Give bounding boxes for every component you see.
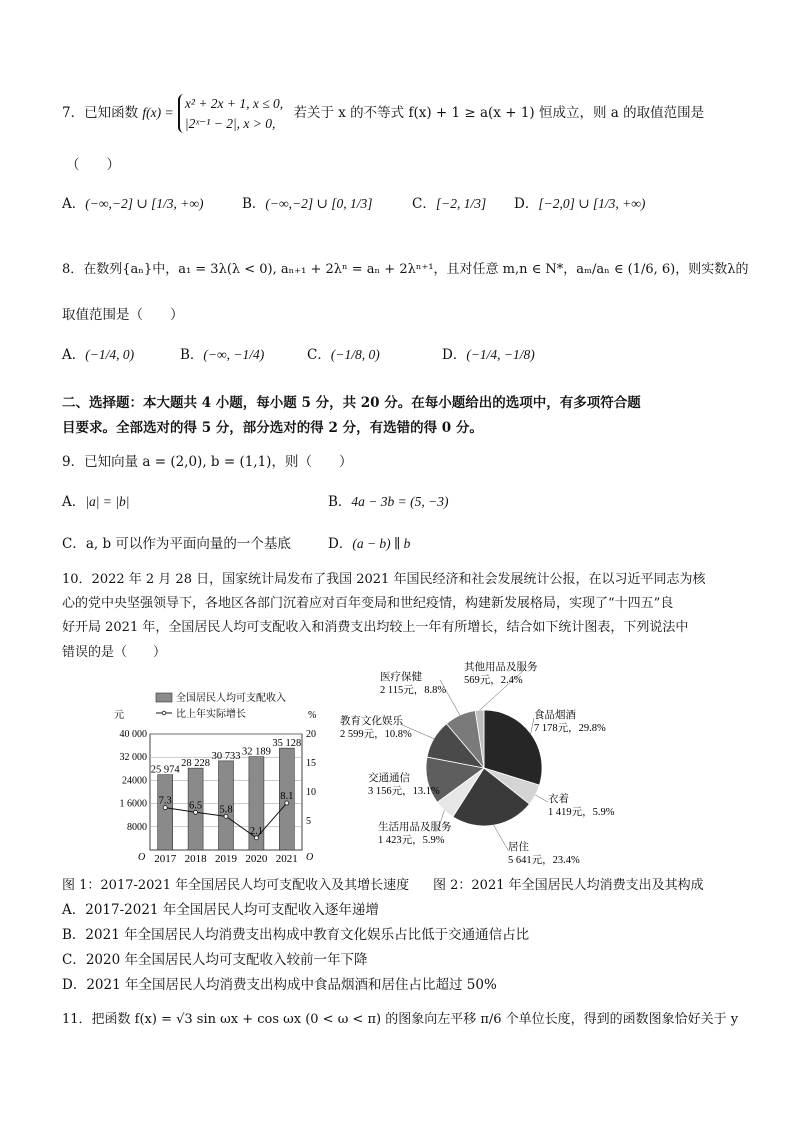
y-left-tick: 8000 [127, 821, 147, 833]
q10-option-a[interactable]: A．2017-2021 年全国居民人均可支配收入逐年递增 [62, 902, 379, 918]
pie-slice-name: 其他用品及服务 [464, 662, 538, 673]
growth-label: 2.1 [249, 825, 263, 837]
q7-paren: （ ） [66, 157, 120, 173]
growth-label: 5.8 [219, 804, 233, 816]
section2-line1: 二、选择题：本大题共 4 小题，每小题 5 分，共 20 分。在每小题给出的选项中，有多项符合题 [62, 395, 641, 411]
q9-stem: 9．已知向量 a = (2,0), b = (1,1)，则（ ） [62, 454, 353, 470]
income-bar-label: 32 189 [241, 746, 271, 758]
y-right-unit: % [308, 710, 317, 721]
pie-slice-name: 居住 [508, 842, 529, 853]
origin-right: O [306, 852, 314, 863]
q8-option-a[interactable]: A．(−1/4, 0) [62, 347, 135, 363]
figure1-caption: 图 1：2017-2021 年全国居民人均可支配收入及其增长速度 [62, 878, 410, 893]
y-left-unit: 元 [114, 710, 124, 721]
y-right-tick: 20 [306, 729, 316, 740]
pie-slice-value: 2 599元，10.8% [340, 729, 412, 740]
income-chart [108, 690, 328, 870]
q9-option-d[interactable]: D．(a − b) ∥ b [328, 536, 411, 552]
pie-slice-value: 5 641元，23.4% [508, 855, 580, 866]
section2-line2: 目要求。全部选对的得 5 分，部分选对的得 2 分，有选错的得 0 分。 [62, 420, 483, 436]
q7-option-d[interactable]: D．[−2,0] ∪ [1/3, +∞) [514, 196, 646, 212]
q10-option-c[interactable]: C．2020 年全国居民人均可支配收入较前一年下降 [62, 952, 368, 968]
q11-stem: 11．把函数 f(x) = √3 sin ωx + cos ωx (0 < ω < π) 的图象向左平移 π/6 个单位长度，得到的函数图象恰好关于 y [62, 1012, 739, 1027]
y-right-tick: 15 [306, 758, 316, 769]
income-bar-label: 28 228 [181, 758, 211, 770]
legend-bar-label: 全国居民人均可支配收入 [176, 693, 286, 704]
q7-option-b[interactable]: B．(−∞,−2] ∪ [0, 1/3] [242, 196, 373, 212]
q9-option-a[interactable]: A．|a| = |b| [62, 494, 130, 510]
q9-option-b[interactable]: B．4a − 3b = (5, −3) [328, 494, 449, 510]
q7-piecewise: x² + 2x + 1, x ≤ 0, |2ˣ⁻¹ − 2|, x > 0, [178, 94, 283, 133]
y-left-tick: 24000 [122, 775, 147, 787]
q10-line1: 10．2022 年 2 月 28 日，国家统计局发布了我国 2021 年国民经济和社会发展统计公报，在以习近平同志为核 [62, 572, 706, 587]
q10-option-d[interactable]: D．2021 年全国居民人均消费支出构成中食品烟酒和居住占比超过 50% [62, 977, 497, 993]
pie-slice-name: 交通通信 [368, 773, 410, 784]
pie-slice-value: 7 178元，29.8% [534, 723, 606, 734]
y-right-tick: 10 [306, 787, 316, 798]
legend-line-label: 比上年实际增长 [176, 709, 246, 720]
growth-label: 6.5 [189, 800, 203, 812]
q7-stem: 7．已知函数 f(x) = x² + 2x + 1, x ≤ 0, |2ˣ⁻¹ − 2|, x > 0, 若关于 x 的不等式 f(x) + 1 ≥ a(x + 1) 恒成立，则 a 的取值范围是 [62, 94, 704, 133]
income-bar-label: 35 128 [272, 738, 302, 750]
pie-slice-name: 衣着 [548, 794, 569, 805]
x-tick: 2021 [275, 853, 298, 865]
pie-slice-name: 食品烟酒 [534, 710, 576, 721]
y-left-tick: 1 6000 [119, 798, 147, 810]
y-left-tick: 32 000 [119, 752, 147, 764]
x-tick: 2017 [154, 853, 177, 865]
income-bar-label: 25 974 [150, 764, 180, 776]
q10-option-b[interactable]: B．2021 年全国居民人均消费支出构成中教育文化娱乐占比低于交通通信占比 [62, 927, 530, 943]
pie-leader [535, 795, 548, 802]
pie-slice-value: 3 156元，13.1% [368, 786, 440, 797]
q8-option-d[interactable]: D．(−1/4, −1/8) [442, 347, 535, 363]
pie-slice-value: 1 423元，5.9% [378, 835, 445, 846]
q8-line2: 取值范围是（ ） [62, 307, 184, 323]
q8-option-c[interactable]: C．(−1/8, 0) [307, 347, 380, 363]
pie-slice-value: 569元，2.4% [464, 675, 523, 686]
x-tick: 2020 [245, 853, 268, 865]
q9-option-c[interactable]: C．a, b 可以作为平面向量的一个基底 [62, 536, 291, 552]
q10-line2: 心的党中央坚强领导下，各地区各部门沉着应对百年变局和世纪疫情，构建新发展格局，实现了“十四五”良 [62, 596, 674, 611]
pie-slice-value: 2 115元，8.8% [380, 685, 447, 696]
q8-option-b[interactable]: B．(−∞, −1/4) [180, 347, 265, 363]
origin-left: O [138, 852, 146, 863]
pie-leader [494, 825, 508, 850]
growth-label: 7.3 [158, 795, 172, 807]
q10-line4: 错误的是（ ） [62, 645, 167, 660]
legend-bar-swatch [156, 693, 172, 702]
pie-slice-name: 生活用品及服务 [378, 822, 452, 833]
x-tick: 2018 [184, 853, 207, 865]
pie-slice-name: 教育文化娱乐 [340, 716, 403, 727]
q7-option-a[interactable]: A．(−∞,−2] ∪ [1/3, +∞) [62, 196, 204, 212]
y-right-tick: 5 [306, 816, 311, 827]
spending-pie [336, 660, 636, 872]
figure2-caption: 图 2：2021 年全国居民人均消费支出及其构成 [433, 878, 704, 893]
income-bar-label: 30 733 [211, 750, 241, 762]
q10-line3: 好开局 2021 年，全国居民人均可支配收入和消费支出均较上一年有所增长，结合如下统计图表，下列说法中 [62, 620, 689, 635]
income-bar [158, 775, 173, 850]
q8-line1: 8．在数列{aₙ}中，a₁ = 3λ(λ < 0), aₙ₊₁ + 2λⁿ = aₙ + 2λⁿ⁺¹，且对任意 m,n ∈ N*，aₘ/aₙ ∈ (1/6, 6)，则实数λ的 [62, 262, 749, 277]
pie-slice-name: 医疗保健 [380, 672, 422, 683]
q7-option-c[interactable]: C．[−2, 1/3] [412, 196, 487, 212]
x-tick: 2019 [215, 853, 237, 865]
pie-slice-value: 1 419元，5.9% [548, 807, 615, 818]
q7-func: f(x) = [142, 105, 174, 121]
y-left-tick: 40 000 [119, 729, 147, 740]
growth-label: 8.1 [280, 791, 294, 803]
